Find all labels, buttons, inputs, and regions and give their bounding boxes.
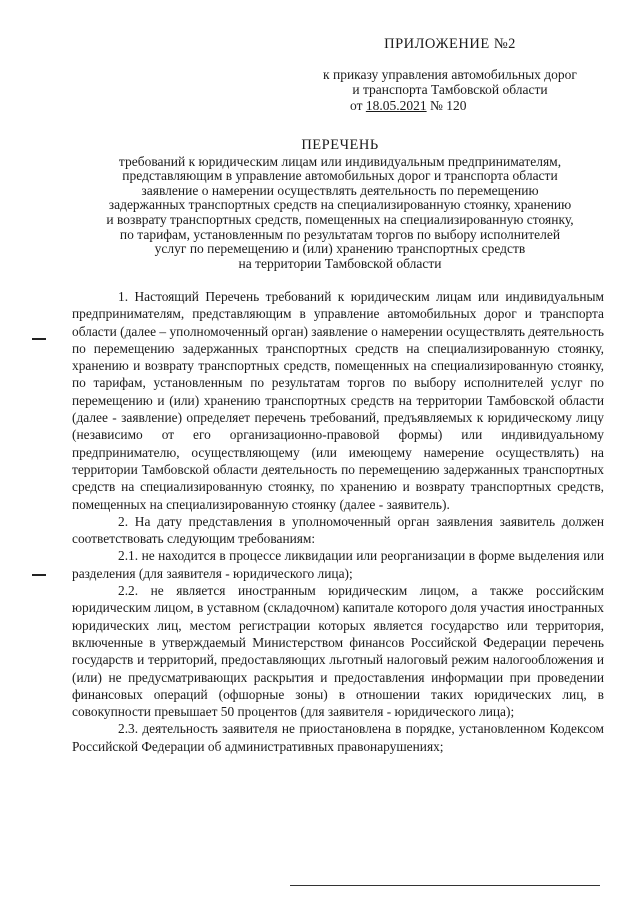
document-heading xyxy=(90,138,590,271)
heading-line: заявление о намерении осуществлять деятельность по перемещению xyxy=(141,182,539,198)
margin-dash-mark xyxy=(32,338,46,340)
appendix-header xyxy=(290,36,610,114)
paragraph-2-2: 2.2. не является иностранным юридическим лицом, а также российским юридическим лицом, в уставном (складочном) капитале которого доля участия иностранных юридических лиц, местом регистрации которых является государство или территория, включенные в утверждаемый Министерством финансов Российской Федерации перечень государств и территорий, предоставляющих льготный налоговый режим налогообложения и (или) не предусматривающих раскрытия и предоставления информации при проведении финансовых операций (офшорные зоны) в отношении таких юридических лиц, в совокупности превышает 50 процентов (для заявителя - юридического лица); xyxy=(72,583,604,720)
heading-line: по тарифам, установленным по результатам торгов по выбору исполнителей xyxy=(119,226,561,242)
heading-title: ПЕРЕЧЕНЬ xyxy=(301,137,379,153)
document-body xyxy=(72,288,604,755)
heading-line: и возврату транспортных средств, помещенных на специализированную стоянку, xyxy=(106,211,574,227)
margin-dash-mark xyxy=(32,574,46,576)
paragraph-2-3: 2.3. деятельность заявителя не приостановлена в порядке, установленном Кодексом Российской Федерации об административных правонарушениях; xyxy=(72,721,604,754)
paragraph-2: 2. На дату представления в уполномоченный орган заявления заявитель должен соответствовать следующим требованиям: xyxy=(72,513,604,547)
order-date: 18.05.2021 xyxy=(365,98,427,113)
appendix-date-line xyxy=(290,97,610,114)
paragraph-2-1: 2.1. не находится в процессе ликвидации или реорганизации в форме выделения или разделения (для заявителя - юридического лица); xyxy=(72,548,604,581)
heading-line: требований к юридическим лицам или индивидуальным предпринимателям, xyxy=(118,153,562,169)
heading-line: на территории Тамбовской области xyxy=(238,255,442,271)
heading-line: услуг по перемещению и (или) хранению транспортных средств xyxy=(154,241,526,257)
appendix-title: ПРИЛОЖЕНИЕ №2 xyxy=(384,36,516,52)
appendix-order-line-1: к приказу управления автомобильных дорог xyxy=(323,67,577,82)
number-prefix: № xyxy=(429,98,443,113)
order-number: 120 xyxy=(446,98,467,113)
heading-line: задержанных транспортных средств на специализированную стоянку, хранению xyxy=(108,197,572,213)
heading-line: представляющим в управление автомобильных дорог и транспорта области xyxy=(122,168,558,184)
paragraph-1: 1. Настоящий Перечень требований к юридическим лицам или индивидуальным предпринимателям, представляющим в управление автомобильных дорог и транспорта области (далее – уполномоченный орган) заявление о намерении осуществлять деятельность по перемещению задержанных транспортных средств на специализированную стоянку, хранению и возврату транспортных средств, помещенных на специализированную стоянку, по тарифам, установленным по результатам торгов по выбору исполнителей услуг по перемещению и (или) хранению транспортных средств на территории Тамбовской области (далее - заявление) определяет перечень требований, предъявляемых к юридическому лицу (независимо от его организационно-правовой формы) или индивидуальному предпринимателю, осуществляющему (или имеющему намерение осуществлять) на территории Тамбовской области деятельность по перемещению задержанных транспортных средств на специализированную стоянку, по хранению и возврату транспортных средств, помещенных на специализированную стоянку (далее - заявитель). xyxy=(72,289,604,512)
appendix-order-line-2: и транспорта Тамбовской области xyxy=(352,82,548,97)
date-prefix: от xyxy=(350,98,363,113)
footer-rule xyxy=(290,885,600,886)
